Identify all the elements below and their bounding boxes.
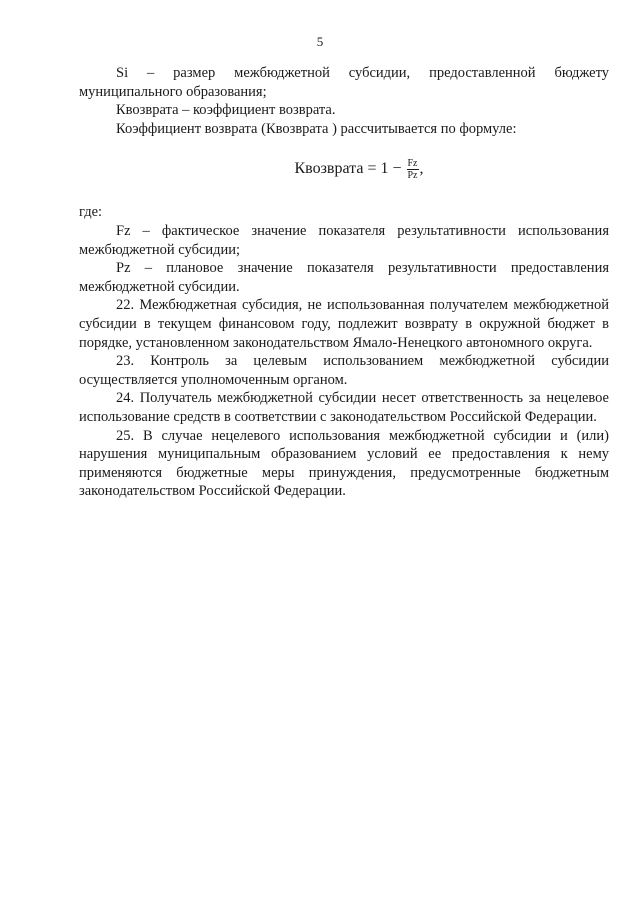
- return-coefficient-formula: [79, 158, 609, 181]
- paragraph-kvozvrata-definition: Квозврата – коэффициент возврата.: [116, 102, 336, 119]
- formula-fraction: [407, 158, 419, 181]
- formula-tail: ,: [419, 160, 424, 178]
- paragraph-pz-definition: Pz – плановое значение показателя результативности предоставления межбюджетной субсидии.: [79, 260, 609, 295]
- document-body: [79, 64, 609, 501]
- paragraph-formula-intro: Коэффициент возврата (Квозврата ) рассчитывается по формуле:: [116, 120, 517, 137]
- where-label: где:: [79, 204, 103, 221]
- paragraph-clause-22: 22. Межбюджетная субсидия, не использованная получателем межбюджетной субсидии в текущем финансовом году, подлежит возврату в окружной бюджет в порядке, установленном законодательством Ямало-Ненецкого автономного округа.: [79, 297, 609, 351]
- formula-operator: = 1 −: [363, 160, 406, 178]
- paragraph-clause-25: 25. В случае нецелевого использования межбюджетной субсидии и (или) нарушения муниципальным образованием условий ее предоставления к нему применяются бюджетные меры принуждения, предусмотренные бюджетным законодательством Российской Федерации.: [79, 427, 609, 500]
- page-number: 5: [316, 34, 324, 49]
- paragraph-clause-23: 23. Контроль за целевым использованием межбюджетной субсидии осуществляется уполномоченным органом.: [79, 353, 609, 388]
- paragraph-fz-definition: Fz – фактическое значение показателя результативности использования межбюджетной субсидии;: [79, 222, 609, 258]
- formula-numerator: Fz: [407, 158, 418, 170]
- formula-lhs: Квозврата: [294, 160, 364, 178]
- formula-denominator: Pz: [407, 170, 418, 182]
- paragraph-clause-24: 24. Получатель межбюджетной субсидии несет ответственность за нецелевое использование средств в соответствии с законодательством Российской Федерации.: [79, 390, 609, 425]
- paragraph-si-definition: Si – размер межбюджетной субсидии, предоставленной бюджету муниципального образования;: [79, 65, 609, 100]
